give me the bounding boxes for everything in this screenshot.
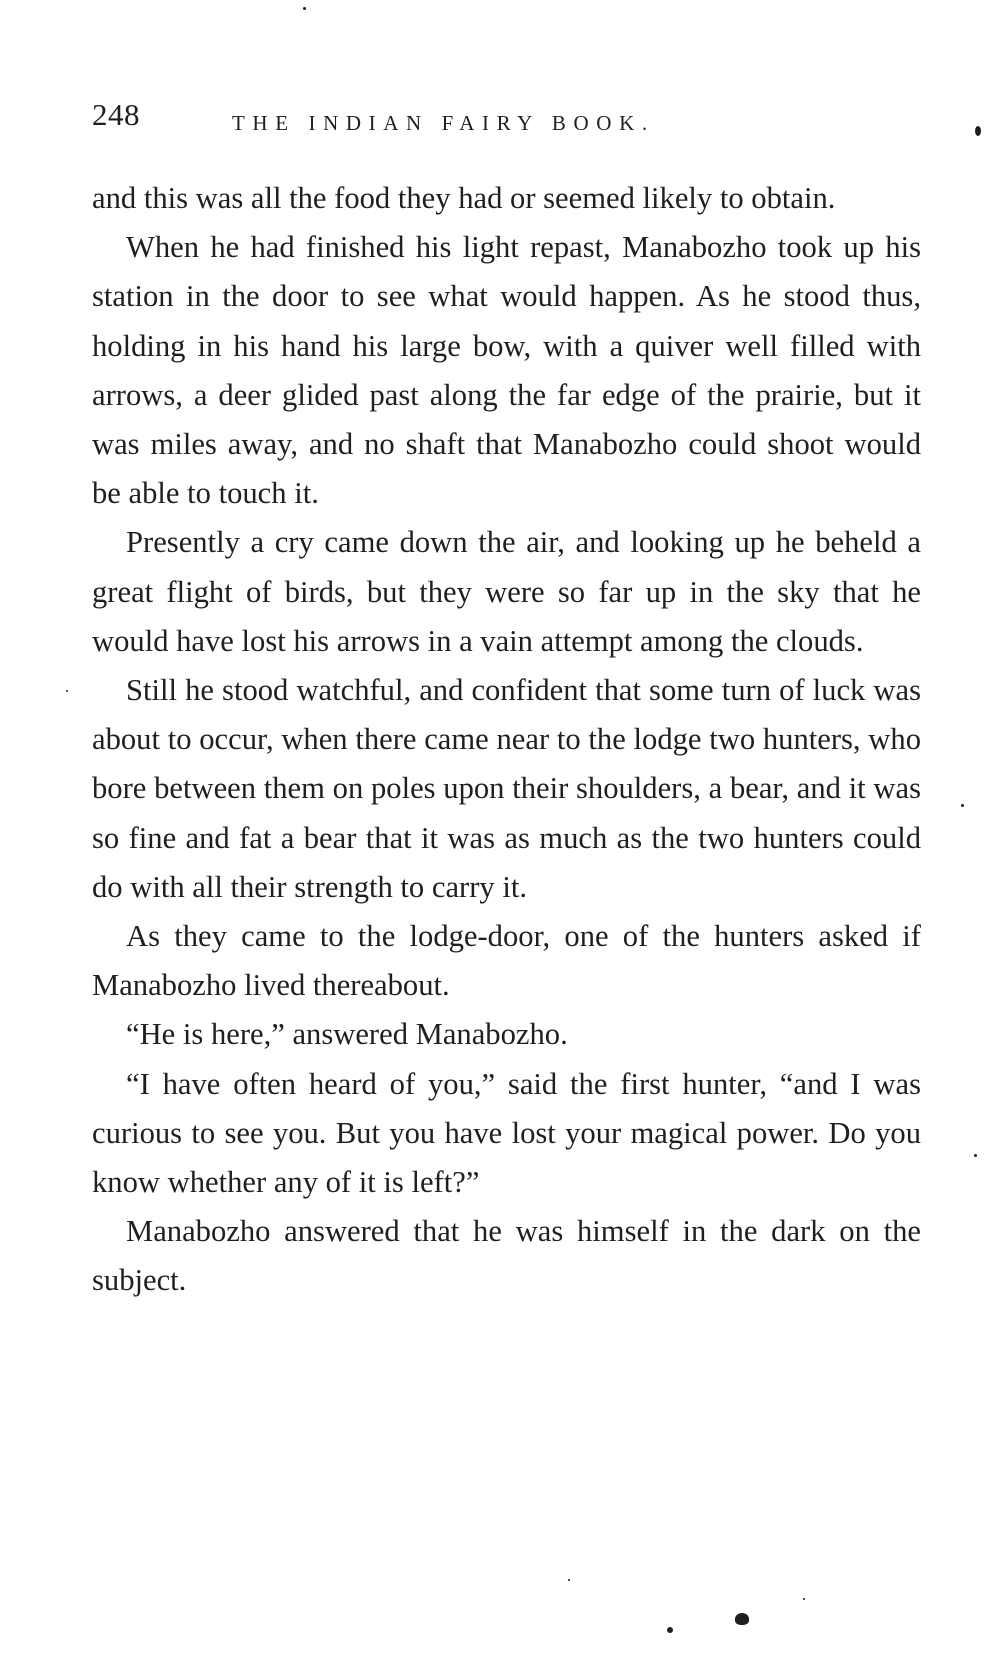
paragraph-6: “He is here,” answered Manabozho. (126, 1017, 568, 1052)
scan-speck (735, 1613, 749, 1625)
page-header (92, 95, 932, 145)
scan-speck (66, 690, 68, 692)
scan-speck (667, 1627, 673, 1633)
scan-speck (568, 1579, 570, 1581)
running-head: THE INDIAN FAIRY BOOK. (232, 111, 655, 135)
scan-speck (961, 804, 964, 807)
scan-speck (303, 7, 306, 10)
paragraph-3: Presently a cry came down the air, and looking up he beheld a great flight of birds, but they were so far up in the sky that he would have lost his arrows in a vain attempt among the clouds. (92, 525, 921, 658)
body-text (92, 174, 921, 1306)
page-number: 248 (92, 97, 140, 132)
paragraph-8: Manabozho answered that he was himself in the dark on the subject. (92, 1214, 921, 1298)
paragraph-1: and this was all the food they had or seemed likely to obtain. (92, 181, 836, 215)
paragraph-2: When he had finished his light repast, Manabozho took up his station in the door to see what would happen. As he stood thus, holding in his hand his large bow, with a quiver well filled with arrows, a deer glided past along the far edge of the prairie, but it was miles away, and no shaft that Manabozho could shoot would be able to touch it. (92, 230, 921, 511)
scan-speck (974, 1154, 977, 1157)
paragraph-4: Still he stood watchful, and confident that some turn of luck was about to occur, when there came near to the lodge two hunters, who bore between them on poles upon their shoulders, a bear, and it was so fine and fat a bear that it was as much as the two hunters could do with all their strength to carry it. (92, 673, 921, 904)
scan-speck (975, 126, 981, 136)
paragraph-7: “I have often heard of you,” said the first hunter, “and I was curious to see you. But you have lost your magical power. Do you know whether any of it is left?” (92, 1066, 921, 1200)
paragraph-5: As they came to the lodge-door, one of the hunters asked if Manabozho lived thereabout. (92, 919, 921, 1003)
scan-speck (803, 1598, 805, 1600)
